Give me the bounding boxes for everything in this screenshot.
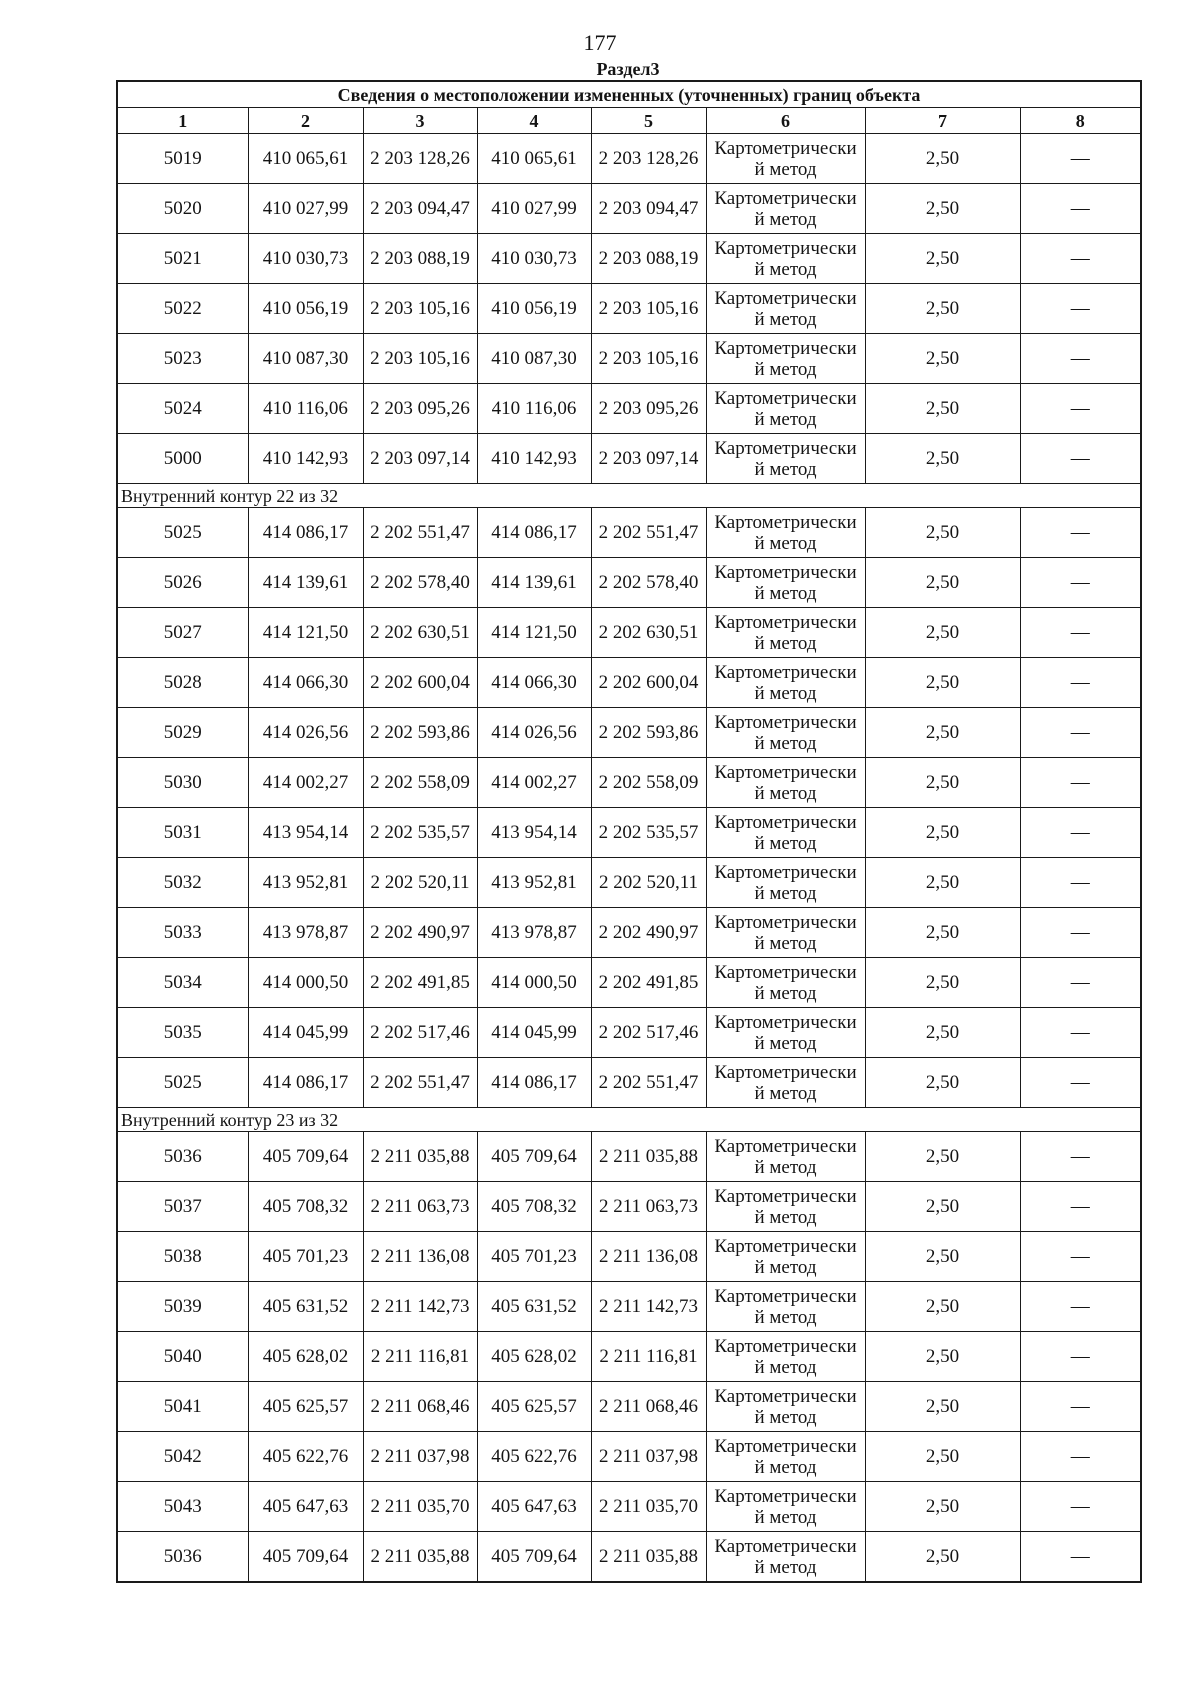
column-number-row [117, 108, 1141, 134]
cell-existing-y: 2 202 630,51 [363, 608, 477, 658]
cell-accuracy: 2,50 [865, 658, 1020, 708]
cell-accuracy: 2,50 [865, 1432, 1020, 1482]
cell-existing-x: 414 002,27 [248, 758, 363, 808]
cell-refined-x: 414 000,50 [477, 958, 591, 1008]
cell-accuracy: 2,50 [865, 708, 1020, 758]
cell-accuracy: 2,50 [865, 334, 1020, 384]
cell-existing-x: 405 631,52 [248, 1282, 363, 1332]
cell-method: Картометрически й метод [706, 1282, 865, 1332]
cell-method: Картометрически й метод [706, 1532, 865, 1583]
cell-point-id: 5041 [117, 1382, 248, 1432]
cell-point-description: — [1020, 908, 1141, 958]
table-row [117, 334, 1141, 384]
cell-accuracy: 2,50 [865, 558, 1020, 608]
cell-existing-x: 405 701,23 [248, 1232, 363, 1282]
cell-refined-x: 414 139,61 [477, 558, 591, 608]
cell-existing-y: 2 202 593,86 [363, 708, 477, 758]
cell-refined-y: 2 203 128,26 [591, 134, 706, 184]
cell-method: Картометрически й метод [706, 1182, 865, 1232]
cell-existing-x: 414 000,50 [248, 958, 363, 1008]
cell-method: Картометрически й метод [706, 184, 865, 234]
cell-point-id: 5030 [117, 758, 248, 808]
cell-accuracy: 2,50 [865, 1132, 1020, 1182]
cell-point-description: — [1020, 1282, 1141, 1332]
cell-refined-y: 2 211 035,88 [591, 1532, 706, 1583]
cell-method: Картометрически й метод [706, 384, 865, 434]
cell-existing-y: 2 211 035,88 [363, 1132, 477, 1182]
cell-point-description: — [1020, 808, 1141, 858]
cell-point-description: — [1020, 658, 1141, 708]
cell-refined-y: 2 202 491,85 [591, 958, 706, 1008]
table-row [117, 384, 1141, 434]
cell-refined-y: 2 211 068,46 [591, 1382, 706, 1432]
cell-point-id: 5036 [117, 1132, 248, 1182]
cell-accuracy: 2,50 [865, 1182, 1020, 1232]
cell-point-description: — [1020, 758, 1141, 808]
cell-refined-y: 2 211 035,70 [591, 1482, 706, 1532]
cell-existing-y: 2 202 558,09 [363, 758, 477, 808]
table-row [117, 434, 1141, 484]
cell-existing-x: 414 026,56 [248, 708, 363, 758]
cell-method: Картометрически й метод [706, 908, 865, 958]
cell-refined-x: 414 026,56 [477, 708, 591, 758]
cell-point-description: — [1020, 1532, 1141, 1583]
cell-point-id: 5043 [117, 1482, 248, 1532]
table-row [117, 958, 1141, 1008]
cell-refined-x: 414 121,50 [477, 608, 591, 658]
cell-point-id: 5000 [117, 434, 248, 484]
cell-point-id: 5021 [117, 234, 248, 284]
cell-existing-y: 2 203 105,16 [363, 334, 477, 384]
cell-point-description: — [1020, 1482, 1141, 1532]
cell-refined-y: 2 202 551,47 [591, 508, 706, 558]
cell-point-description: — [1020, 1332, 1141, 1382]
cell-refined-y: 2 211 063,73 [591, 1182, 706, 1232]
cell-method: Картометрически й метод [706, 1232, 865, 1282]
cell-existing-y: 2 203 095,26 [363, 384, 477, 434]
cell-existing-x: 413 952,81 [248, 858, 363, 908]
cell-point-id: 5039 [117, 1282, 248, 1332]
column-number-2: 2 [248, 108, 363, 134]
cell-refined-x: 405 631,52 [477, 1282, 591, 1332]
cell-refined-x: 413 954,14 [477, 808, 591, 858]
cell-refined-x: 410 116,06 [477, 384, 591, 434]
cell-existing-y: 2 202 535,57 [363, 808, 477, 858]
cell-refined-y: 2 202 520,11 [591, 858, 706, 908]
cell-accuracy: 2,50 [865, 384, 1020, 434]
table-row [117, 1432, 1141, 1482]
cell-point-id: 5034 [117, 958, 248, 1008]
cell-accuracy: 2,50 [865, 608, 1020, 658]
cell-existing-y: 2 211 116,81 [363, 1332, 477, 1382]
cell-method: Картометрически й метод [706, 658, 865, 708]
cell-existing-x: 410 027,99 [248, 184, 363, 234]
column-number-7: 7 [865, 108, 1020, 134]
cell-point-id: 5035 [117, 1008, 248, 1058]
cell-existing-x: 410 116,06 [248, 384, 363, 434]
cell-existing-x: 410 030,73 [248, 234, 363, 284]
cell-existing-x: 414 045,99 [248, 1008, 363, 1058]
cell-refined-x: 414 086,17 [477, 508, 591, 558]
table-row [117, 1008, 1141, 1058]
cell-accuracy: 2,50 [865, 134, 1020, 184]
cell-accuracy: 2,50 [865, 1482, 1020, 1532]
section-heading: Раздел3 [596, 59, 660, 79]
cell-accuracy: 2,50 [865, 1058, 1020, 1108]
cell-existing-y: 2 203 088,19 [363, 234, 477, 284]
cell-refined-y: 2 211 035,88 [591, 1132, 706, 1182]
cell-point-id: 5038 [117, 1232, 248, 1282]
cell-existing-y: 2 202 551,47 [363, 508, 477, 558]
cell-existing-y: 2 203 097,14 [363, 434, 477, 484]
cell-point-id: 5042 [117, 1432, 248, 1482]
cell-accuracy: 2,50 [865, 1532, 1020, 1583]
cell-accuracy: 2,50 [865, 434, 1020, 484]
cell-existing-y: 2 202 490,97 [363, 908, 477, 958]
cell-method: Картометрически й метод [706, 758, 865, 808]
cell-refined-y: 2 211 037,98 [591, 1432, 706, 1482]
cell-point-description: — [1020, 958, 1141, 1008]
cell-method: Картометрически й метод [706, 1132, 865, 1182]
cell-refined-x: 414 045,99 [477, 1008, 591, 1058]
cell-method: Картометрически й метод [706, 1008, 865, 1058]
cell-accuracy: 2,50 [865, 508, 1020, 558]
cell-refined-y: 2 202 535,57 [591, 808, 706, 858]
cell-accuracy: 2,50 [865, 184, 1020, 234]
cell-point-description: — [1020, 234, 1141, 284]
cell-point-id: 5036 [117, 1532, 248, 1583]
cell-method: Картометрически й метод [706, 284, 865, 334]
column-number-6: 6 [706, 108, 865, 134]
cell-point-id: 5023 [117, 334, 248, 384]
cell-refined-x: 413 952,81 [477, 858, 591, 908]
column-number-5: 5 [591, 108, 706, 134]
cell-existing-x: 405 622,76 [248, 1432, 363, 1482]
contour-label-row [117, 484, 1141, 508]
cell-point-description: — [1020, 1182, 1141, 1232]
cell-existing-y: 2 211 037,98 [363, 1432, 477, 1482]
table-row [117, 1332, 1141, 1382]
cell-method: Картометрически й метод [706, 1058, 865, 1108]
cell-refined-y: 2 202 558,09 [591, 758, 706, 808]
column-number-3: 3 [363, 108, 477, 134]
cell-refined-y: 2 202 551,47 [591, 1058, 706, 1108]
cell-refined-y: 2 202 578,40 [591, 558, 706, 608]
cell-existing-x: 414 086,17 [248, 508, 363, 558]
table-row [117, 1282, 1141, 1332]
cell-point-id: 5025 [117, 1058, 248, 1108]
cell-method: Картометрически й метод [706, 558, 865, 608]
cell-refined-y: 2 203 095,26 [591, 384, 706, 434]
table-row [117, 808, 1141, 858]
cell-existing-x: 405 708,32 [248, 1182, 363, 1232]
cell-refined-x: 410 065,61 [477, 134, 591, 184]
cell-point-id: 5027 [117, 608, 248, 658]
cell-existing-y: 2 203 128,26 [363, 134, 477, 184]
cell-existing-y: 2 211 136,08 [363, 1232, 477, 1282]
cell-method: Картометрически й метод [706, 1382, 865, 1432]
cell-existing-y: 2 203 094,47 [363, 184, 477, 234]
table-row [117, 508, 1141, 558]
cell-point-description: — [1020, 1232, 1141, 1282]
cell-refined-x: 405 708,32 [477, 1182, 591, 1232]
cell-method: Картометрически й метод [706, 708, 865, 758]
cell-existing-x: 410 065,61 [248, 134, 363, 184]
cell-accuracy: 2,50 [865, 1332, 1020, 1382]
cell-point-id: 5028 [117, 658, 248, 708]
column-number-1: 1 [117, 108, 248, 134]
table-row [117, 1382, 1141, 1432]
cell-refined-x: 405 628,02 [477, 1332, 591, 1382]
contour-label: Внутренний контур 23 из 32 [117, 1108, 1141, 1132]
column-number-8: 8 [1020, 108, 1141, 134]
cell-accuracy: 2,50 [865, 1382, 1020, 1432]
table-row [117, 284, 1141, 334]
cell-point-id: 5022 [117, 284, 248, 334]
boundary-coordinates-table [116, 80, 1142, 1583]
table-row [117, 758, 1141, 808]
cell-existing-x: 410 142,93 [248, 434, 363, 484]
cell-refined-x: 410 030,73 [477, 234, 591, 284]
cell-method: Картометрически й метод [706, 608, 865, 658]
cell-point-id: 5040 [117, 1332, 248, 1382]
cell-existing-x: 414 066,30 [248, 658, 363, 708]
cell-refined-y: 2 203 094,47 [591, 184, 706, 234]
cell-existing-y: 2 211 035,88 [363, 1532, 477, 1583]
cell-point-description: — [1020, 708, 1141, 758]
cell-existing-x: 405 647,63 [248, 1482, 363, 1532]
table-row [117, 1182, 1141, 1232]
cell-refined-y: 2 211 142,73 [591, 1282, 706, 1332]
cell-point-description: — [1020, 558, 1141, 608]
cell-existing-y: 2 202 491,85 [363, 958, 477, 1008]
cell-point-id: 5025 [117, 508, 248, 558]
cell-method: Картометрически й метод [706, 134, 865, 184]
cell-method: Картометрически й метод [706, 508, 865, 558]
cell-existing-y: 2 202 520,11 [363, 858, 477, 908]
cell-point-id: 5029 [117, 708, 248, 758]
cell-point-id: 5033 [117, 908, 248, 958]
cell-point-description: — [1020, 1432, 1141, 1482]
cell-existing-x: 405 625,57 [248, 1382, 363, 1432]
table-row [117, 134, 1141, 184]
cell-refined-y: 2 202 600,04 [591, 658, 706, 708]
cell-accuracy: 2,50 [865, 758, 1020, 808]
cell-point-description: — [1020, 1008, 1141, 1058]
contour-label-row [117, 1108, 1141, 1132]
cell-existing-y: 2 202 578,40 [363, 558, 477, 608]
cell-existing-x: 410 056,19 [248, 284, 363, 334]
table-row [117, 184, 1141, 234]
cell-point-description: — [1020, 508, 1141, 558]
cell-existing-y: 2 203 105,16 [363, 284, 477, 334]
table-row [117, 1482, 1141, 1532]
cell-refined-x: 413 978,87 [477, 908, 591, 958]
cell-refined-y: 2 211 116,81 [591, 1332, 706, 1382]
cell-refined-x: 414 066,30 [477, 658, 591, 708]
cell-existing-x: 414 121,50 [248, 608, 363, 658]
table-body [117, 81, 1141, 1582]
cell-point-description: — [1020, 1058, 1141, 1108]
cell-accuracy: 2,50 [865, 1008, 1020, 1058]
cell-existing-x: 405 628,02 [248, 1332, 363, 1382]
table-row [117, 1532, 1141, 1583]
cell-accuracy: 2,50 [865, 1232, 1020, 1282]
cell-method: Картометрически й метод [706, 234, 865, 284]
cell-point-description: — [1020, 184, 1141, 234]
cell-refined-x: 405 709,64 [477, 1132, 591, 1182]
cell-refined-y: 2 202 630,51 [591, 608, 706, 658]
cell-method: Картометрически й метод [706, 808, 865, 858]
table-row [117, 908, 1141, 958]
cell-existing-x: 414 086,17 [248, 1058, 363, 1108]
cell-refined-x: 405 647,63 [477, 1482, 591, 1532]
table-row [117, 1232, 1141, 1282]
cell-point-description: — [1020, 434, 1141, 484]
cell-existing-y: 2 202 600,04 [363, 658, 477, 708]
table-row [117, 1058, 1141, 1108]
cell-point-description: — [1020, 134, 1141, 184]
cell-refined-x: 414 002,27 [477, 758, 591, 808]
cell-point-description: — [1020, 334, 1141, 384]
cell-existing-y: 2 211 035,70 [363, 1482, 477, 1532]
cell-method: Картометрически й метод [706, 334, 865, 384]
cell-existing-x: 410 087,30 [248, 334, 363, 384]
cell-refined-x: 410 056,19 [477, 284, 591, 334]
table-row [117, 858, 1141, 908]
cell-point-description: — [1020, 284, 1141, 334]
cell-method: Картометрически й метод [706, 1482, 865, 1532]
cell-refined-y: 2 203 105,16 [591, 284, 706, 334]
cell-refined-y: 2 202 490,97 [591, 908, 706, 958]
cell-refined-x: 405 625,57 [477, 1382, 591, 1432]
cell-point-id: 5037 [117, 1182, 248, 1232]
cell-existing-y: 2 211 063,73 [363, 1182, 477, 1232]
cell-existing-y: 2 202 551,47 [363, 1058, 477, 1108]
cell-point-id: 5031 [117, 808, 248, 858]
cell-refined-y: 2 203 105,16 [591, 334, 706, 384]
cell-refined-y: 2 202 593,86 [591, 708, 706, 758]
page-number: 177 [583, 30, 617, 55]
cell-refined-x: 405 709,64 [477, 1532, 591, 1583]
cell-point-id: 5020 [117, 184, 248, 234]
cell-point-id: 5024 [117, 384, 248, 434]
cell-accuracy: 2,50 [865, 958, 1020, 1008]
cell-refined-x: 405 701,23 [477, 1232, 591, 1282]
cell-accuracy: 2,50 [865, 808, 1020, 858]
cell-point-description: — [1020, 608, 1141, 658]
cell-point-id: 5019 [117, 134, 248, 184]
cell-existing-x: 413 954,14 [248, 808, 363, 858]
cell-method: Картометрически й метод [706, 1332, 865, 1382]
table-title-row [117, 81, 1141, 108]
table-row [117, 608, 1141, 658]
cell-refined-y: 2 202 517,46 [591, 1008, 706, 1058]
cell-refined-x: 405 622,76 [477, 1432, 591, 1482]
cell-refined-x: 414 086,17 [477, 1058, 591, 1108]
table-row [117, 1132, 1141, 1182]
cell-accuracy: 2,50 [865, 284, 1020, 334]
cell-refined-y: 2 211 136,08 [591, 1232, 706, 1282]
table-row [117, 708, 1141, 758]
table-title: Сведения о местоположении измененных (уточненных) границ объекта [117, 81, 1141, 108]
cell-refined-x: 410 142,93 [477, 434, 591, 484]
cell-method: Картометрически й метод [706, 858, 865, 908]
column-number-4: 4 [477, 108, 591, 134]
contour-label: Внутренний контур 22 из 32 [117, 484, 1141, 508]
cell-existing-y: 2 202 517,46 [363, 1008, 477, 1058]
cell-refined-y: 2 203 088,19 [591, 234, 706, 284]
cell-refined-x: 410 027,99 [477, 184, 591, 234]
cell-existing-x: 405 709,64 [248, 1532, 363, 1583]
cell-existing-y: 2 211 142,73 [363, 1282, 477, 1332]
cell-method: Картометрически й метод [706, 1432, 865, 1482]
cell-accuracy: 2,50 [865, 234, 1020, 284]
cell-existing-y: 2 211 068,46 [363, 1382, 477, 1432]
cell-accuracy: 2,50 [865, 1282, 1020, 1332]
cell-refined-x: 410 087,30 [477, 334, 591, 384]
cell-accuracy: 2,50 [865, 908, 1020, 958]
cell-point-id: 5026 [117, 558, 248, 608]
cell-existing-x: 414 139,61 [248, 558, 363, 608]
table-row [117, 234, 1141, 284]
cell-point-description: — [1020, 1382, 1141, 1432]
cell-method: Картометрически й метод [706, 958, 865, 1008]
cell-point-id: 5032 [117, 858, 248, 908]
cell-point-description: — [1020, 858, 1141, 908]
cell-existing-x: 413 978,87 [248, 908, 363, 958]
cell-existing-x: 405 709,64 [248, 1132, 363, 1182]
cell-refined-y: 2 203 097,14 [591, 434, 706, 484]
cell-method: Картометрически й метод [706, 434, 865, 484]
cell-point-description: — [1020, 1132, 1141, 1182]
cell-accuracy: 2,50 [865, 858, 1020, 908]
table-row [117, 658, 1141, 708]
table-row [117, 558, 1141, 608]
cell-point-description: — [1020, 384, 1141, 434]
